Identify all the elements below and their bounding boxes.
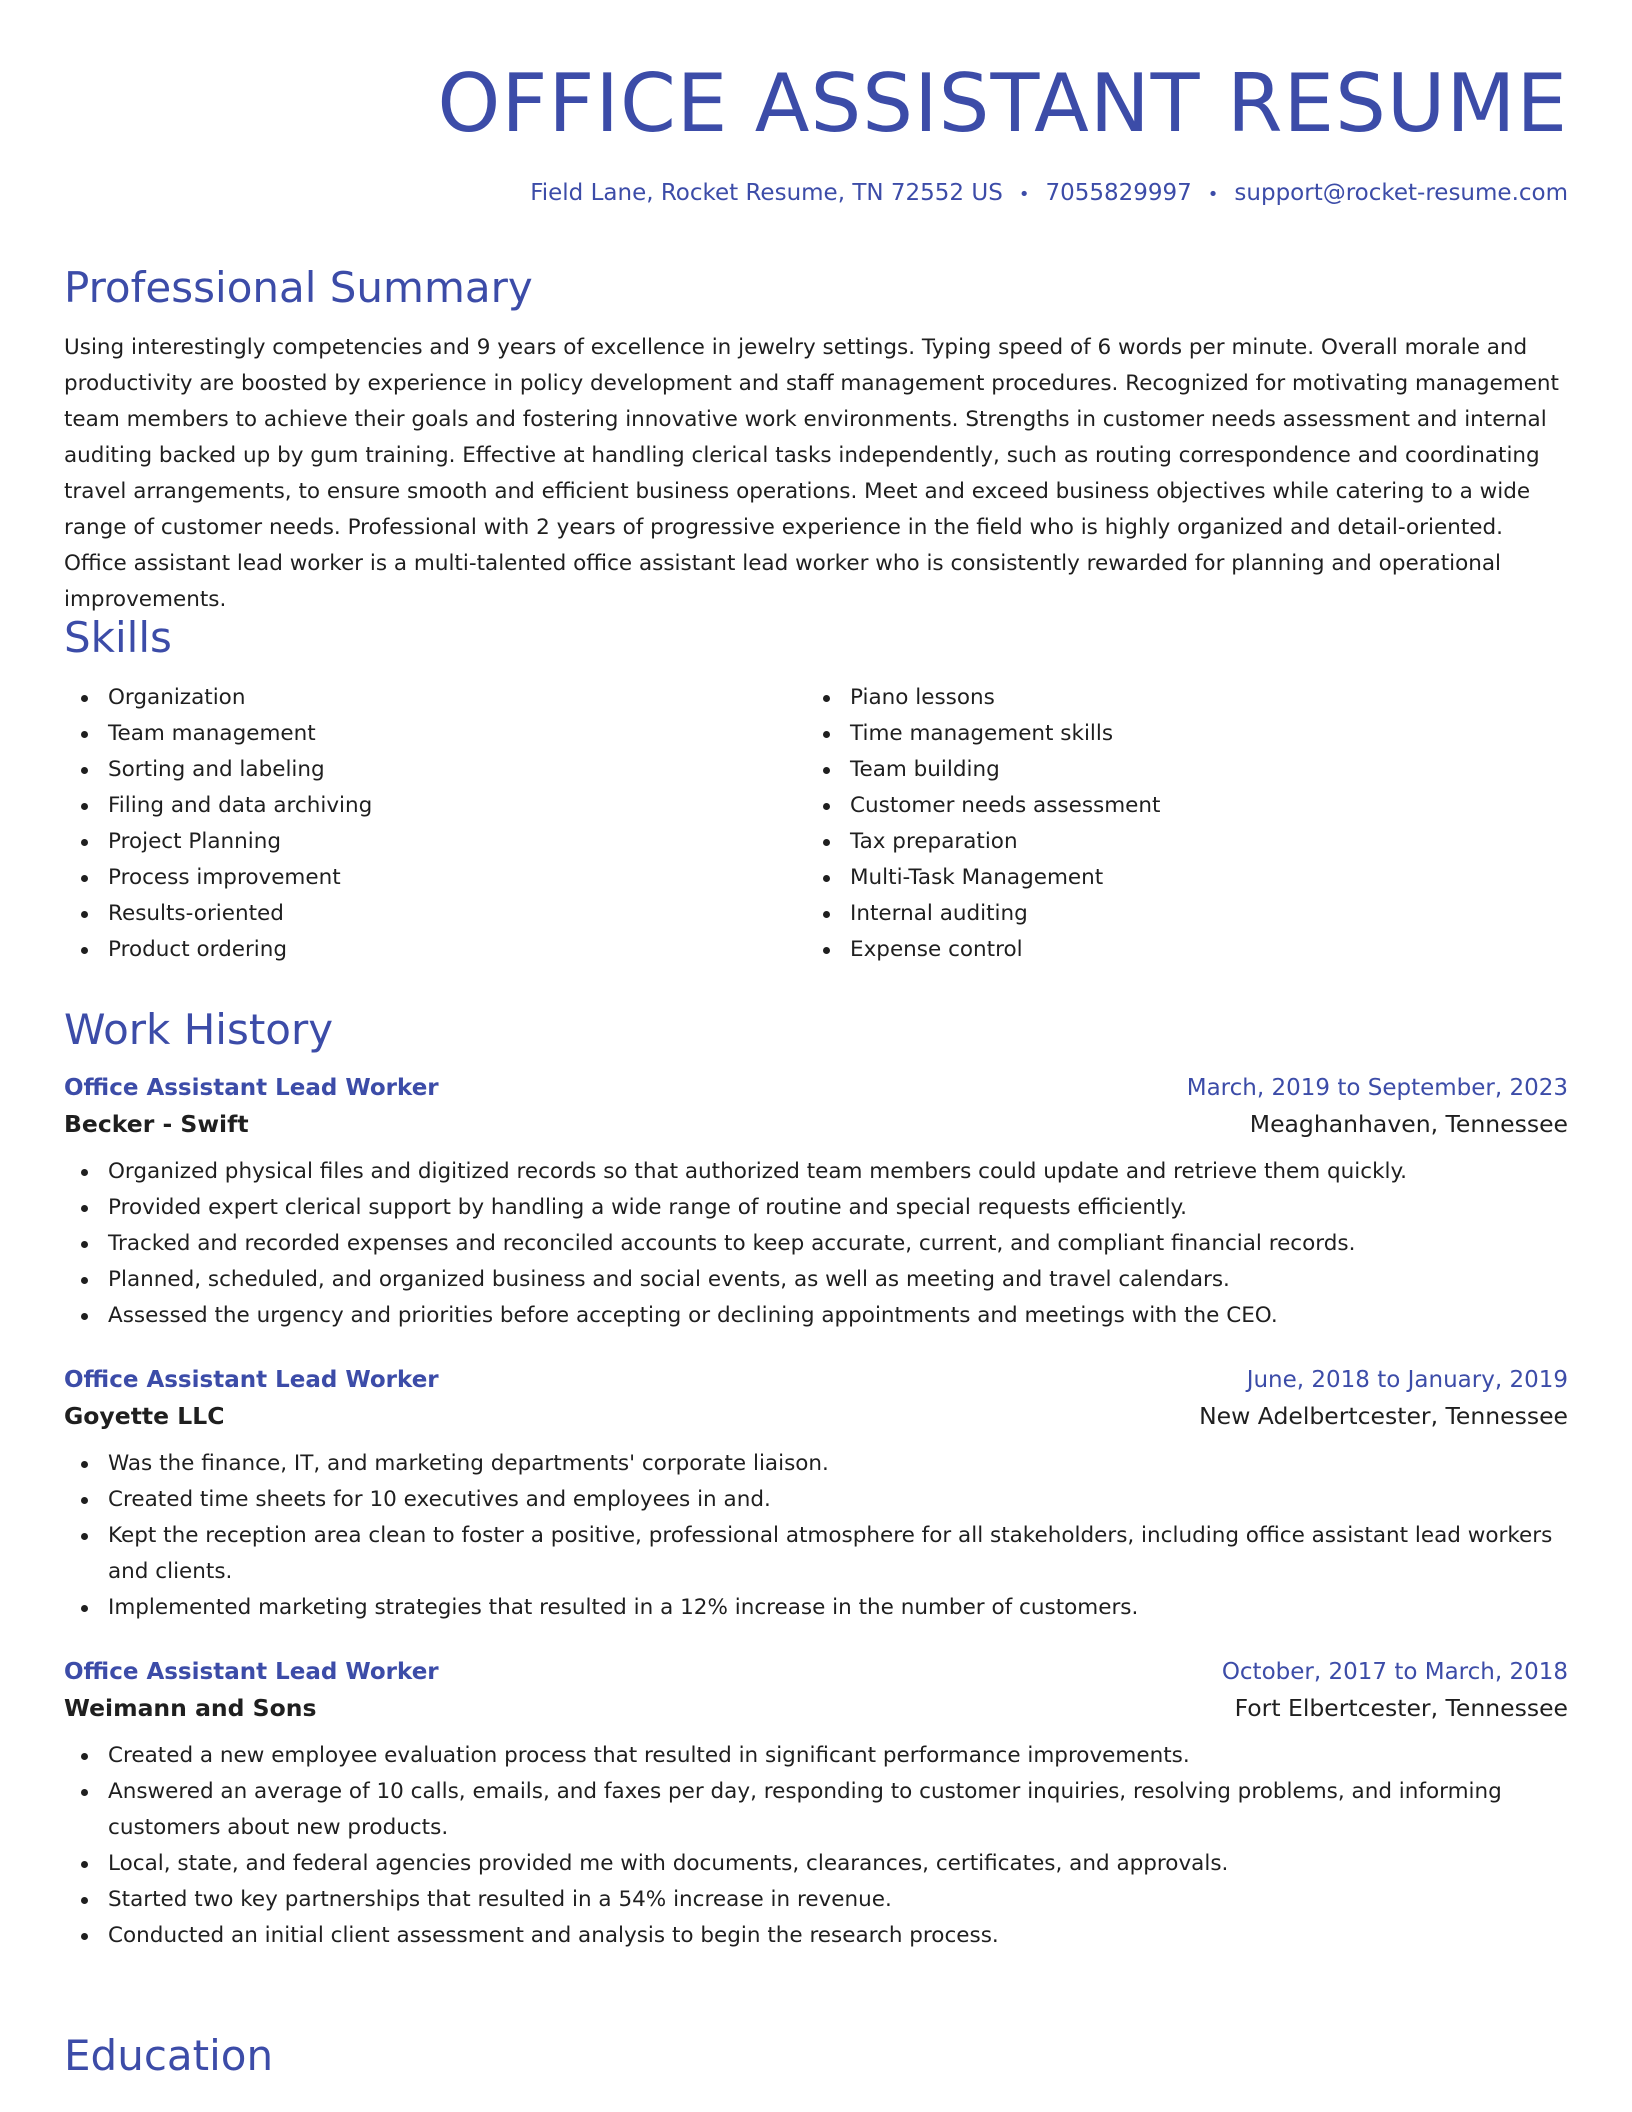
job-dates: October, 2017 to March, 2018 [1221, 1659, 1568, 1685]
skill-item: Filing and data archiving [64, 788, 806, 824]
skill-item: Process improvement [64, 860, 806, 896]
job-bullet: Was the finance, IT, and marketing departments' corporate liaison. [64, 1446, 1568, 1482]
job-bullets [64, 1738, 1568, 1954]
job-location: New Adelbertcester, Tennessee [1199, 1402, 1568, 1430]
skill-item: Customer needs assessment [806, 788, 1548, 824]
job-entry [64, 1072, 1568, 1334]
contact-phone: 7055829997 [1045, 180, 1192, 206]
education-section [64, 2030, 1568, 2082]
skills-grid [64, 680, 1568, 968]
skill-item: Tax preparation [806, 824, 1548, 860]
contact-email[interactable]: support@rocket-resume.com [1234, 180, 1568, 206]
job-bullet: Provided expert clerical support by handling a wide range of routine and special requests efficiently. [64, 1190, 1568, 1226]
page-title: OFFICE ASSISTANT RESUME [437, 57, 1568, 150]
job-bullet: Implemented marketing strategies that resulted in a 12% increase in the number of customers. [64, 1590, 1568, 1626]
job-header-row [64, 1656, 1568, 1688]
job-bullet: Answered an average of 10 calls, emails, and faxes per day, responding to customer inquiries, resolving problems, and informing customers about new products. [64, 1774, 1568, 1846]
summary-section [64, 262, 1568, 640]
skill-item: Team building [806, 752, 1548, 788]
job-bullet: Created a new employee evaluation process that resulted in significant performance improvements. [64, 1738, 1568, 1774]
job-bullet: Planned, scheduled, and organized business and social events, as well as meeting and travel calendars. [64, 1262, 1568, 1298]
contact-line [530, 178, 1568, 210]
job-location: Fort Elbertcester, Tennessee [1234, 1694, 1568, 1722]
skill-item: Multi-Task Management [806, 860, 1548, 896]
skill-item: Results-oriented [64, 896, 806, 932]
job-bullet: Created time sheets for 10 executives and employees in and. [64, 1482, 1568, 1518]
skill-item: Internal auditing [806, 896, 1548, 932]
job-bullet: Organized physical files and digitized records so that authorized team members could update and retrieve them quickly. [64, 1154, 1568, 1190]
skills-section [64, 612, 1568, 968]
job-title: Office Assistant Lead Worker [64, 1075, 439, 1101]
skills-left-column [64, 680, 806, 968]
job-company-row [64, 1396, 1568, 1436]
skills-heading: Skills [64, 613, 172, 662]
skill-item: Product ordering [64, 932, 806, 968]
job-bullet: Started two key partnerships that resulted in a 54% increase in revenue. [64, 1882, 1568, 1918]
skill-item: Piano lessons [806, 680, 1548, 716]
work-history-heading: Work History [64, 1005, 334, 1054]
job-bullets [64, 1154, 1568, 1334]
job-bullet: Kept the reception area clean to foster a positive, professional atmosphere for all stakeholders, including office assistant lead workers and clients. [64, 1518, 1568, 1590]
skill-item: Team management [64, 716, 806, 752]
contact-address: Field Lane, Rocket Resume, TN 72552 US [530, 180, 1003, 206]
job-company-row [64, 1104, 1568, 1144]
summary-heading: Professional Summary [64, 263, 533, 312]
job-dates: March, 2019 to September, 2023 [1186, 1075, 1568, 1101]
contact-separator: • [1207, 184, 1219, 205]
summary-text: Using interestingly competencies and 9 years of excellence in jewelry settings. Typing speed of 6 words per minute. Overall morale and productivity are boosted by experience in policy development and staff management procedures. Recognized for motivating management team members to achieve their goals and fostering innovative work environments. Strengths in customer needs assessment and internal auditing backed up by gum training. Effective at handling clerical tasks independently, such as routing correspondence and coordinating travel arrangements, to ensure smooth and efficient business operations. Meet and exceed business objectives while catering to a wide range of customer needs. Professional with 2 years of progressive experience in the field who is highly organized and detail-oriented. Office assistant lead worker is a multi-talented office assistant lead worker who is consistently rewarded for planning and operational improvements. [64, 335, 1559, 612]
job-location: Meaghanhaven, Tennessee [1249, 1110, 1568, 1138]
job-title: Office Assistant Lead Worker [64, 1367, 439, 1393]
skill-item: Sorting and labeling [64, 752, 806, 788]
contact-separator: • [1018, 184, 1030, 205]
job-title: Office Assistant Lead Worker [64, 1659, 439, 1685]
job-bullets [64, 1446, 1568, 1626]
job-company: Goyette LLC [64, 1402, 225, 1430]
job-company: Weimann and Sons [64, 1694, 317, 1722]
skill-item: Expense control [806, 932, 1548, 968]
job-entry [64, 1656, 1568, 1954]
job-entry [64, 1364, 1568, 1626]
job-bullet: Local, state, and federal agencies provided me with documents, clearances, certificates, and approvals. [64, 1846, 1568, 1882]
skills-right-column [806, 680, 1548, 968]
education-heading: Education [64, 2031, 274, 2080]
job-header-row [64, 1364, 1568, 1396]
job-bullet: Tracked and recorded expenses and reconciled accounts to keep accurate, current, and compliant financial records. [64, 1226, 1568, 1262]
job-bullet: Conducted an initial client assessment and analysis to begin the research process. [64, 1918, 1568, 1954]
job-bullet: Assessed the urgency and priorities before accepting or declining appointments and meetings with the CEO. [64, 1298, 1568, 1334]
skill-item: Time management skills [806, 716, 1548, 752]
skill-item: Organization [64, 680, 806, 716]
skill-item: Project Planning [64, 824, 806, 860]
job-header-row [64, 1072, 1568, 1104]
job-dates: June, 2018 to January, 2019 [1246, 1367, 1568, 1393]
work-history-section [64, 1004, 1568, 1954]
job-company: Becker - Swift [64, 1110, 249, 1138]
job-company-row [64, 1688, 1568, 1728]
